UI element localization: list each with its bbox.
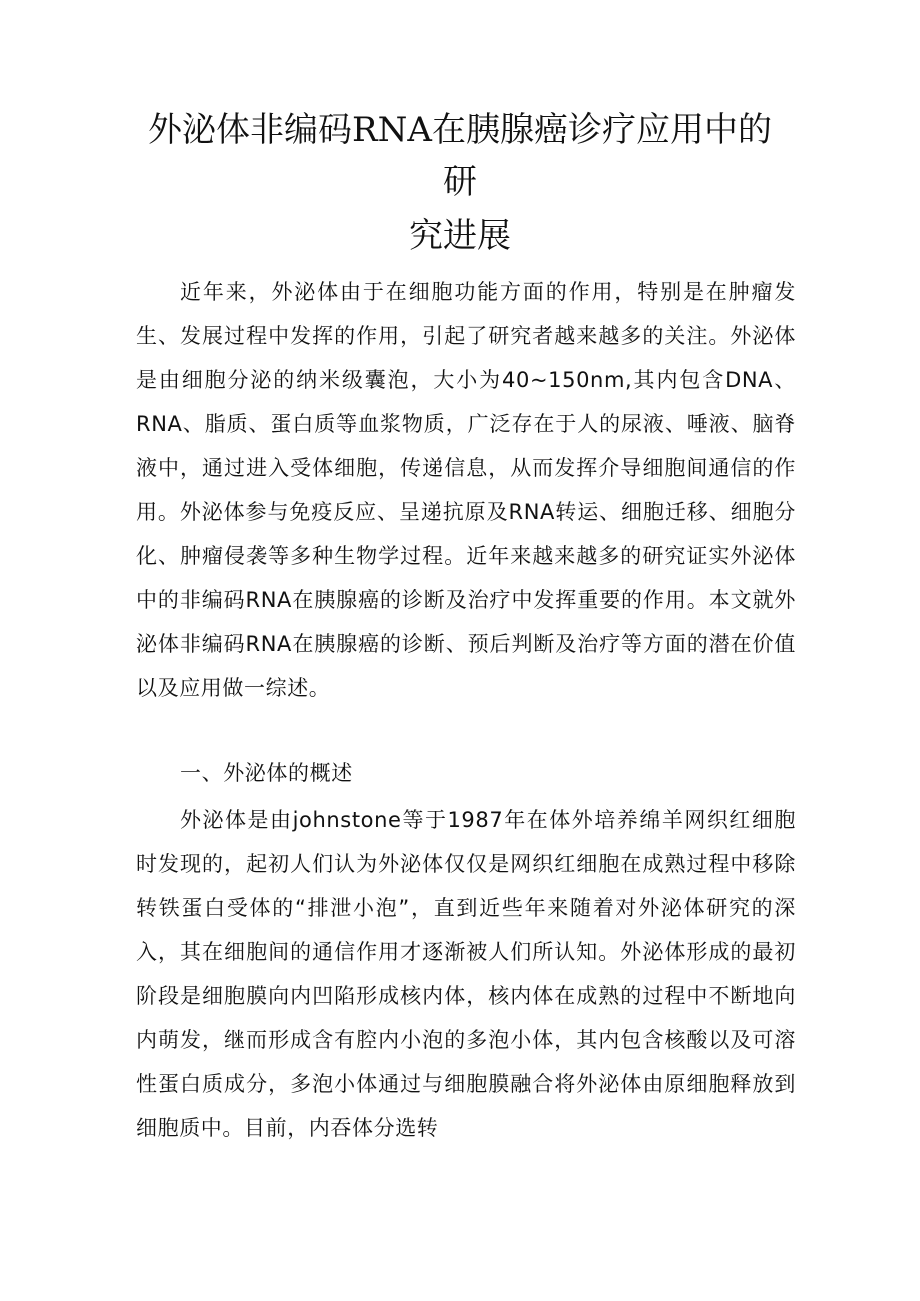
section-heading: 一、外泌体的概述 bbox=[180, 761, 353, 785]
intro-paragraph: 近年来，外泌体由于在细胞功能方面的作用，特别是在肿瘤发生、发展过程中发挥的作用，引起了研究者越来越多的关注。外泌体是由细胞分泌的纳米级囊泡，大小为40~150nm,其内包含DNA、RNA、脂质、蛋白质等血浆物质，广泛存在于人的尿液、唾液、脑脊液中，通过进入受体细胞，传递信息，从而发挥介导细胞间通信的作用。外泌体参与免疫反应、呈递抗原及RNA转运、细胞迁移、细胞分化、肿瘤侵袭等多种生物学过程。近年来越来越多的研究证实外泌体中的非编码RNA在胰腺癌的诊断及治疗中发挥重要的作用。本文就外泌体非编码RNA在胰腺癌的诊断、预后判断及治疗等方面的潜在价值以及应用做一综述。 bbox=[136, 280, 796, 700]
section-paragraph: 外泌体是由johnstone等于1987年在体外培养绵羊网织红细胞时发现的，起初人们认为外泌体仅仅是网织红细胞在成熟过程中移除转铁蛋白受体的“排泄小泡”，直到近些年来随着对外泌体研究的深入，其在细胞间的通信作用才逐渐被人们所认知。外泌体形成的最初阶段是细胞膜向内凹陷形成核内体，核内体在成熟的过程中不断地向内萌发，继而形成含有腔内小泡的多泡小体，其内包含核酸以及可溶性蛋白质成分，多泡小体通过与细胞膜融合将外泌体由原细胞释放到细胞质中。目前，内吞体分选转 bbox=[136, 808, 796, 1140]
document-title-line-3: 究进展 bbox=[409, 216, 511, 256]
document-title-line-2: 研 bbox=[443, 162, 477, 202]
document-title-line-1: 外泌体非编码RNA在胰腺癌诊疗应用中的 bbox=[148, 110, 772, 150]
